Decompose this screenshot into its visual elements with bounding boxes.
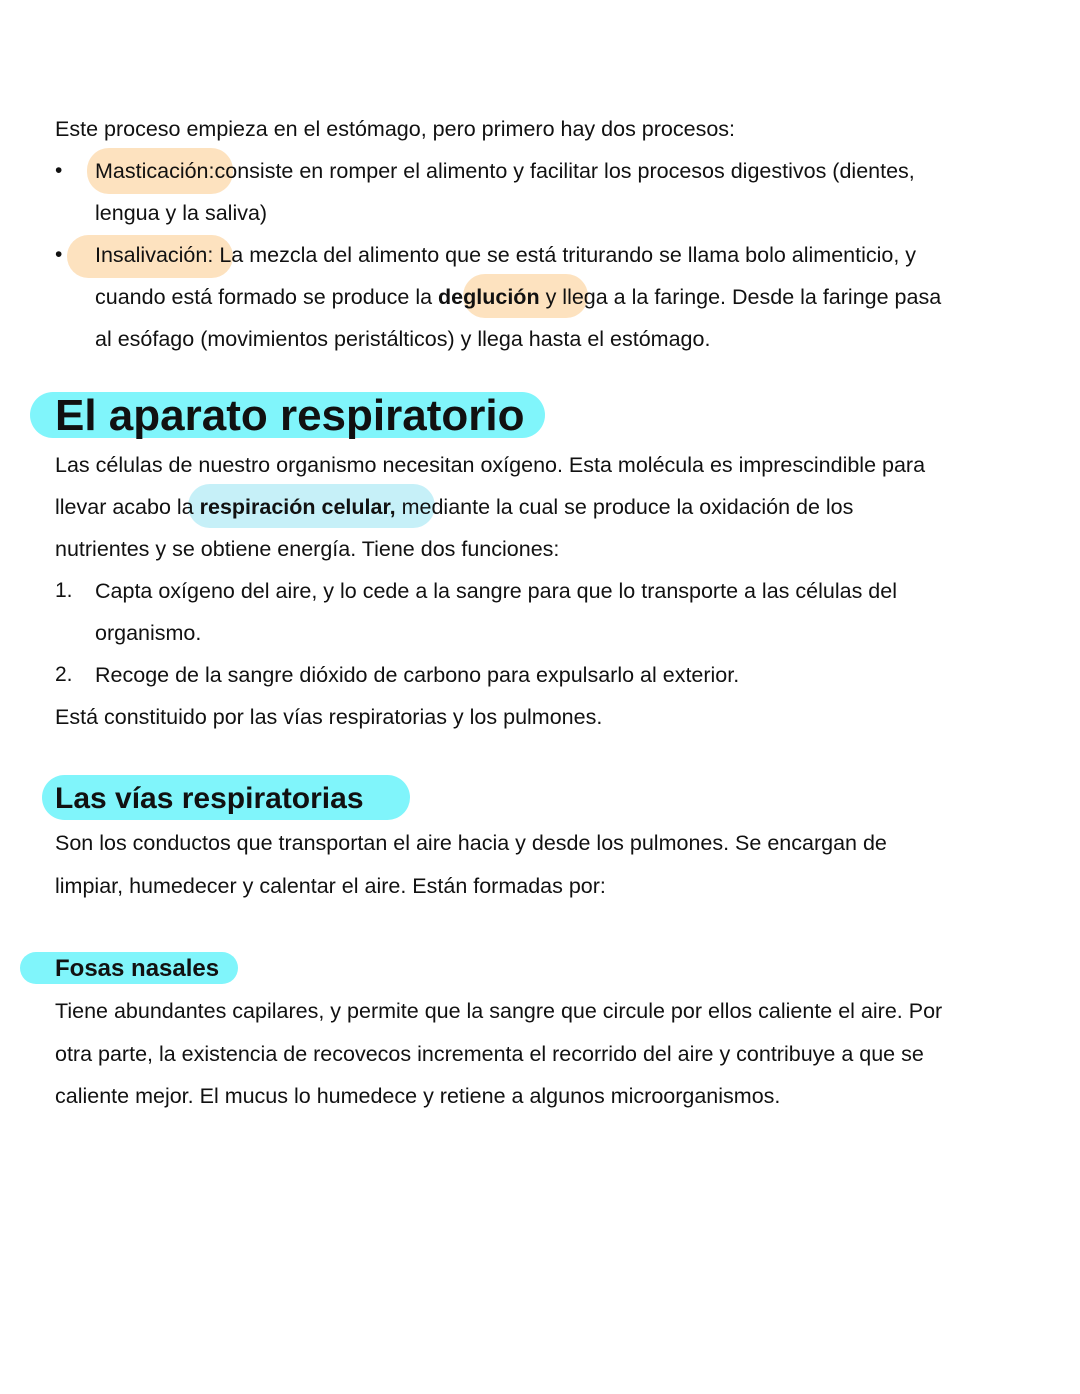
text: La mezcla del alimento que se está triturando se llama bolo alimenticio, y bbox=[219, 243, 917, 267]
section-title-aparato-respiratorio: El aparato respiratorio bbox=[55, 391, 525, 440]
paragraph-line: nutrientes y se obtiene energía. Tiene dos funciones: bbox=[55, 537, 560, 561]
paragraph-line: Las células de nuestro organismo necesitan oxígeno. Esta molécula es imprescindible para bbox=[55, 453, 926, 477]
paragraph-line: caliente mejor. El mucus lo humedece y retiene a algunos microorganismos. bbox=[55, 1084, 781, 1108]
list-item: Capta oxígeno del aire, y lo cede a la sangre para que lo transporte a las células del bbox=[95, 579, 897, 603]
section-title-vias-respiratorias: Las vías respiratorias bbox=[55, 782, 364, 815]
text: mediante la cual se produce la oxidación de los bbox=[401, 495, 854, 519]
bullet-text: lengua y la saliva) bbox=[95, 201, 268, 225]
paragraph-line: Está constituido por las vías respiratorias y los pulmones. bbox=[55, 705, 603, 729]
bullet-masticacion bbox=[95, 158, 915, 184]
list-item: Recoge de la sangre dióxido de carbono para expulsarlo al exterior. bbox=[95, 663, 740, 687]
paragraph-line: limpiar, humedecer y calentar el aire. Están formadas por: bbox=[55, 874, 606, 898]
bullet-icon: • bbox=[55, 159, 63, 182]
term-deglucion: deglución bbox=[438, 285, 540, 309]
bullet-text: al esófago (movimientos peristálticos) y llega hasta el estómago. bbox=[95, 327, 711, 351]
section-title-fosas-nasales: Fosas nasales bbox=[55, 955, 220, 982]
text: llevar acabo la bbox=[55, 495, 194, 519]
term-masticacion: Masticación: bbox=[95, 159, 215, 183]
term-respiracion-celular: respiración celular, bbox=[199, 495, 396, 519]
bullet-text bbox=[95, 284, 941, 310]
paragraph-line: Son los conductos que transportan el aire hacia y desde los pulmones. Se encargan de bbox=[55, 831, 887, 855]
text: y llega a la faringe. Desde la faringe pasa bbox=[545, 285, 942, 309]
paragraph-line: Tiene abundantes capilares, y permite que la sangre que circule por ellos caliente el aire. Por bbox=[55, 999, 943, 1023]
text: cuando está formado se produce la bbox=[95, 285, 433, 309]
bullet-insalivacion bbox=[95, 242, 916, 268]
list-number: 1. bbox=[55, 579, 73, 602]
paragraph-line: otra parte, la existencia de recovecos incrementa el recorrido del aire y contribuye a que se bbox=[55, 1042, 924, 1066]
list-item: organismo. bbox=[95, 621, 202, 645]
intro-text: Este proceso empieza en el estómago, pero primero hay dos procesos: bbox=[55, 117, 736, 141]
list-number: 2. bbox=[55, 663, 73, 686]
paragraph-line bbox=[55, 494, 853, 520]
text: consiste en romper el alimento y facilitar los procesos digestivos (dientes, bbox=[214, 159, 915, 183]
bullet-icon: • bbox=[55, 243, 63, 266]
term-insalivacion: Insalivación: bbox=[95, 243, 214, 267]
